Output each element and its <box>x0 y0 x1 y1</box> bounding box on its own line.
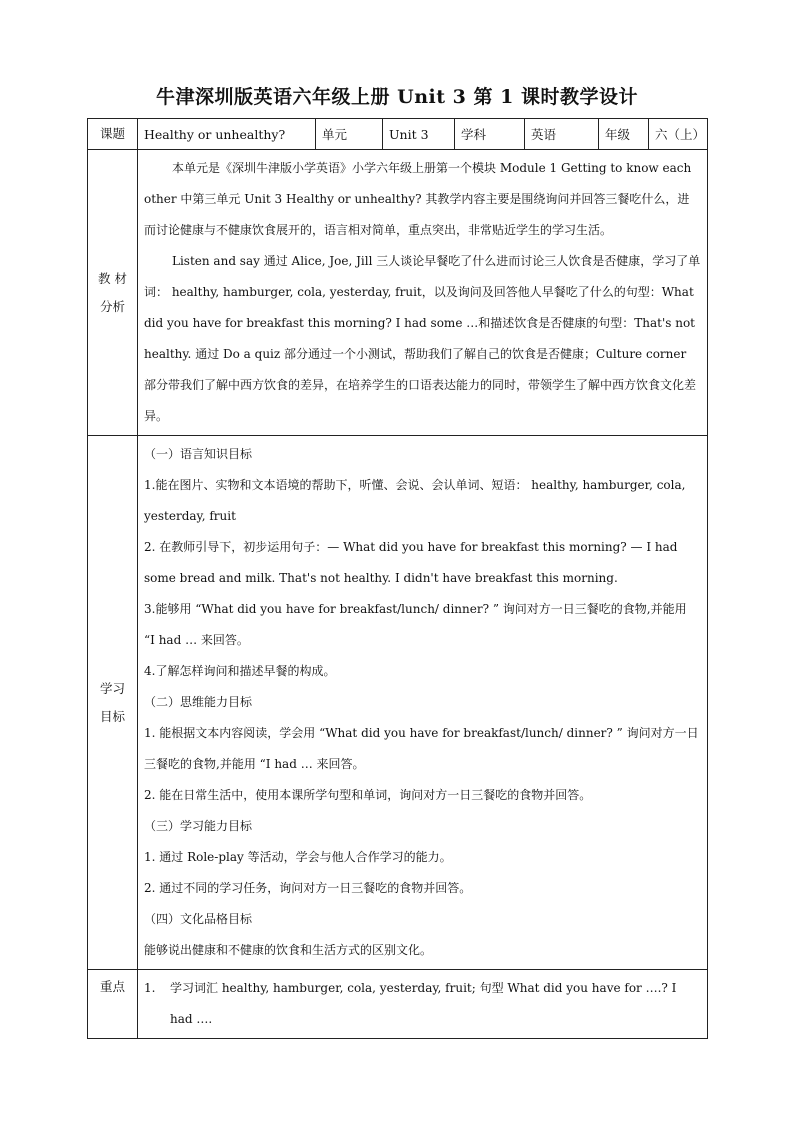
topic-label: 课题 <box>88 119 138 150</box>
objective-line: （一）语言知识目标 <box>144 447 253 461</box>
document-title: 牛津深圳版英语六年级上册 Unit 3 第 1 课时教学设计 <box>156 86 638 108</box>
objective-line: 1. 通过 Role-play 等活动，学会与他人合作学习的能力。 <box>144 850 452 864</box>
analysis-content <box>138 150 708 436</box>
key-points-content <box>138 970 708 1039</box>
key-points-row <box>88 970 708 1039</box>
key-point-number: 1. <box>144 981 156 995</box>
grade-label: 年级 <box>599 119 649 150</box>
objective-line: 3.能够用 “What did you have for breakfast/lunch/ dinner? ” 询问对方一日三餐吃的食物,并能用 “I had … 来回答。 <box>144 602 687 647</box>
objective-line: （三）学习能力目标 <box>144 819 253 833</box>
key-point-text: 学习词汇 healthy, hamburger, cola, yesterday, fruit; 句型 What did you have for ….? I had …. <box>170 981 677 1026</box>
subject-label: 学科 <box>455 119 525 150</box>
analysis-label-line2: 分析 <box>99 298 125 314</box>
objective-line: 2. 在教师引导下，初步运用句子：— What did you have for breakfast this morning? — I had some bread and milk. That's not healthy. I didn't have breakfast this morning. <box>144 540 678 585</box>
objective-line: 能够说出健康和不健康的饮食和生活方式的区别文化。 <box>144 943 433 957</box>
objectives-label <box>88 436 138 970</box>
analysis-label <box>88 150 138 436</box>
lesson-plan-table <box>87 118 708 1039</box>
objectives-row <box>88 436 708 970</box>
objective-line: （二）思维能力目标 <box>144 695 253 709</box>
grade-value: 六（上） <box>649 119 708 150</box>
objectives-content <box>138 436 708 970</box>
header-row <box>88 119 708 150</box>
analysis-label-line1: 教 材 <box>98 270 127 286</box>
objectives-label-line2: 目标 <box>99 708 125 724</box>
objective-line: 2. 通过不同的学习任务，询问对方一日三餐吃的食物并回答。 <box>144 881 472 895</box>
objective-line: 1.能在图片、实物和文本语境的帮助下，听懂、会说、会认单词、短语： healthy, hamburger, cola, yesterday, fruit <box>144 478 686 523</box>
unit-label: 单元 <box>316 119 383 150</box>
analysis-paragraph-1: 本单元是《深圳牛津版小学英语》小学六年级上册第一个模块 Module 1 Getting to know each other 中第三单元 Unit 3 Healthy or unhealthy? 其教学内容主要是围绕询问并回答三餐吃什么，进而讨论健康与不健康饮食展开的，语言相对简单，重点突出，非常贴近学生的学习生活。 <box>144 161 692 237</box>
key-point-item <box>144 973 701 1035</box>
key-points-label: 重点 <box>88 970 138 1039</box>
subject-value: 英语 <box>525 119 599 150</box>
objective-line: （四）文化品格目标 <box>144 912 253 926</box>
unit-value: Unit 3 <box>383 119 455 150</box>
objective-line: 1. 能根据文本内容阅读，学会用 “What did you have for breakfast/lunch/ dinner? ” 询问对方一日三餐吃的食物,并能用 “I had … 来回答。 <box>144 726 699 771</box>
analysis-paragraph-2: Listen and say 通过 Alice, Joe, Jill 三人谈论早餐吃了什么进而讨论三人饮食是否健康，学习了单词： healthy, hamburger, cola, yesterday, fruit，以及询问及回答他人早餐吃了什么的句型：What did you have for breakfast this morning? I had some …和描述饮食是否健康的句型：That's not healthy. 通过 Do a quiz 部分通过一个小测试，帮助我们了解自己的饮食是否健康；Culture corner 部分带我们了解中西方饮食的差异，在培养学生的口语表达能力的同时，带领学生了解中西方饮食文化差异。 <box>144 254 701 423</box>
topic-value: Healthy or unhealthy? <box>138 119 316 150</box>
analysis-row <box>88 150 708 436</box>
objective-line: 4.了解怎样询问和描述早餐的构成。 <box>144 664 336 678</box>
objective-line: 2. 能在日常生活中，使用本课所学句型和单词，询问对方一日三餐吃的食物并回答。 <box>144 788 592 802</box>
objectives-label-line1: 学习 <box>99 680 125 696</box>
